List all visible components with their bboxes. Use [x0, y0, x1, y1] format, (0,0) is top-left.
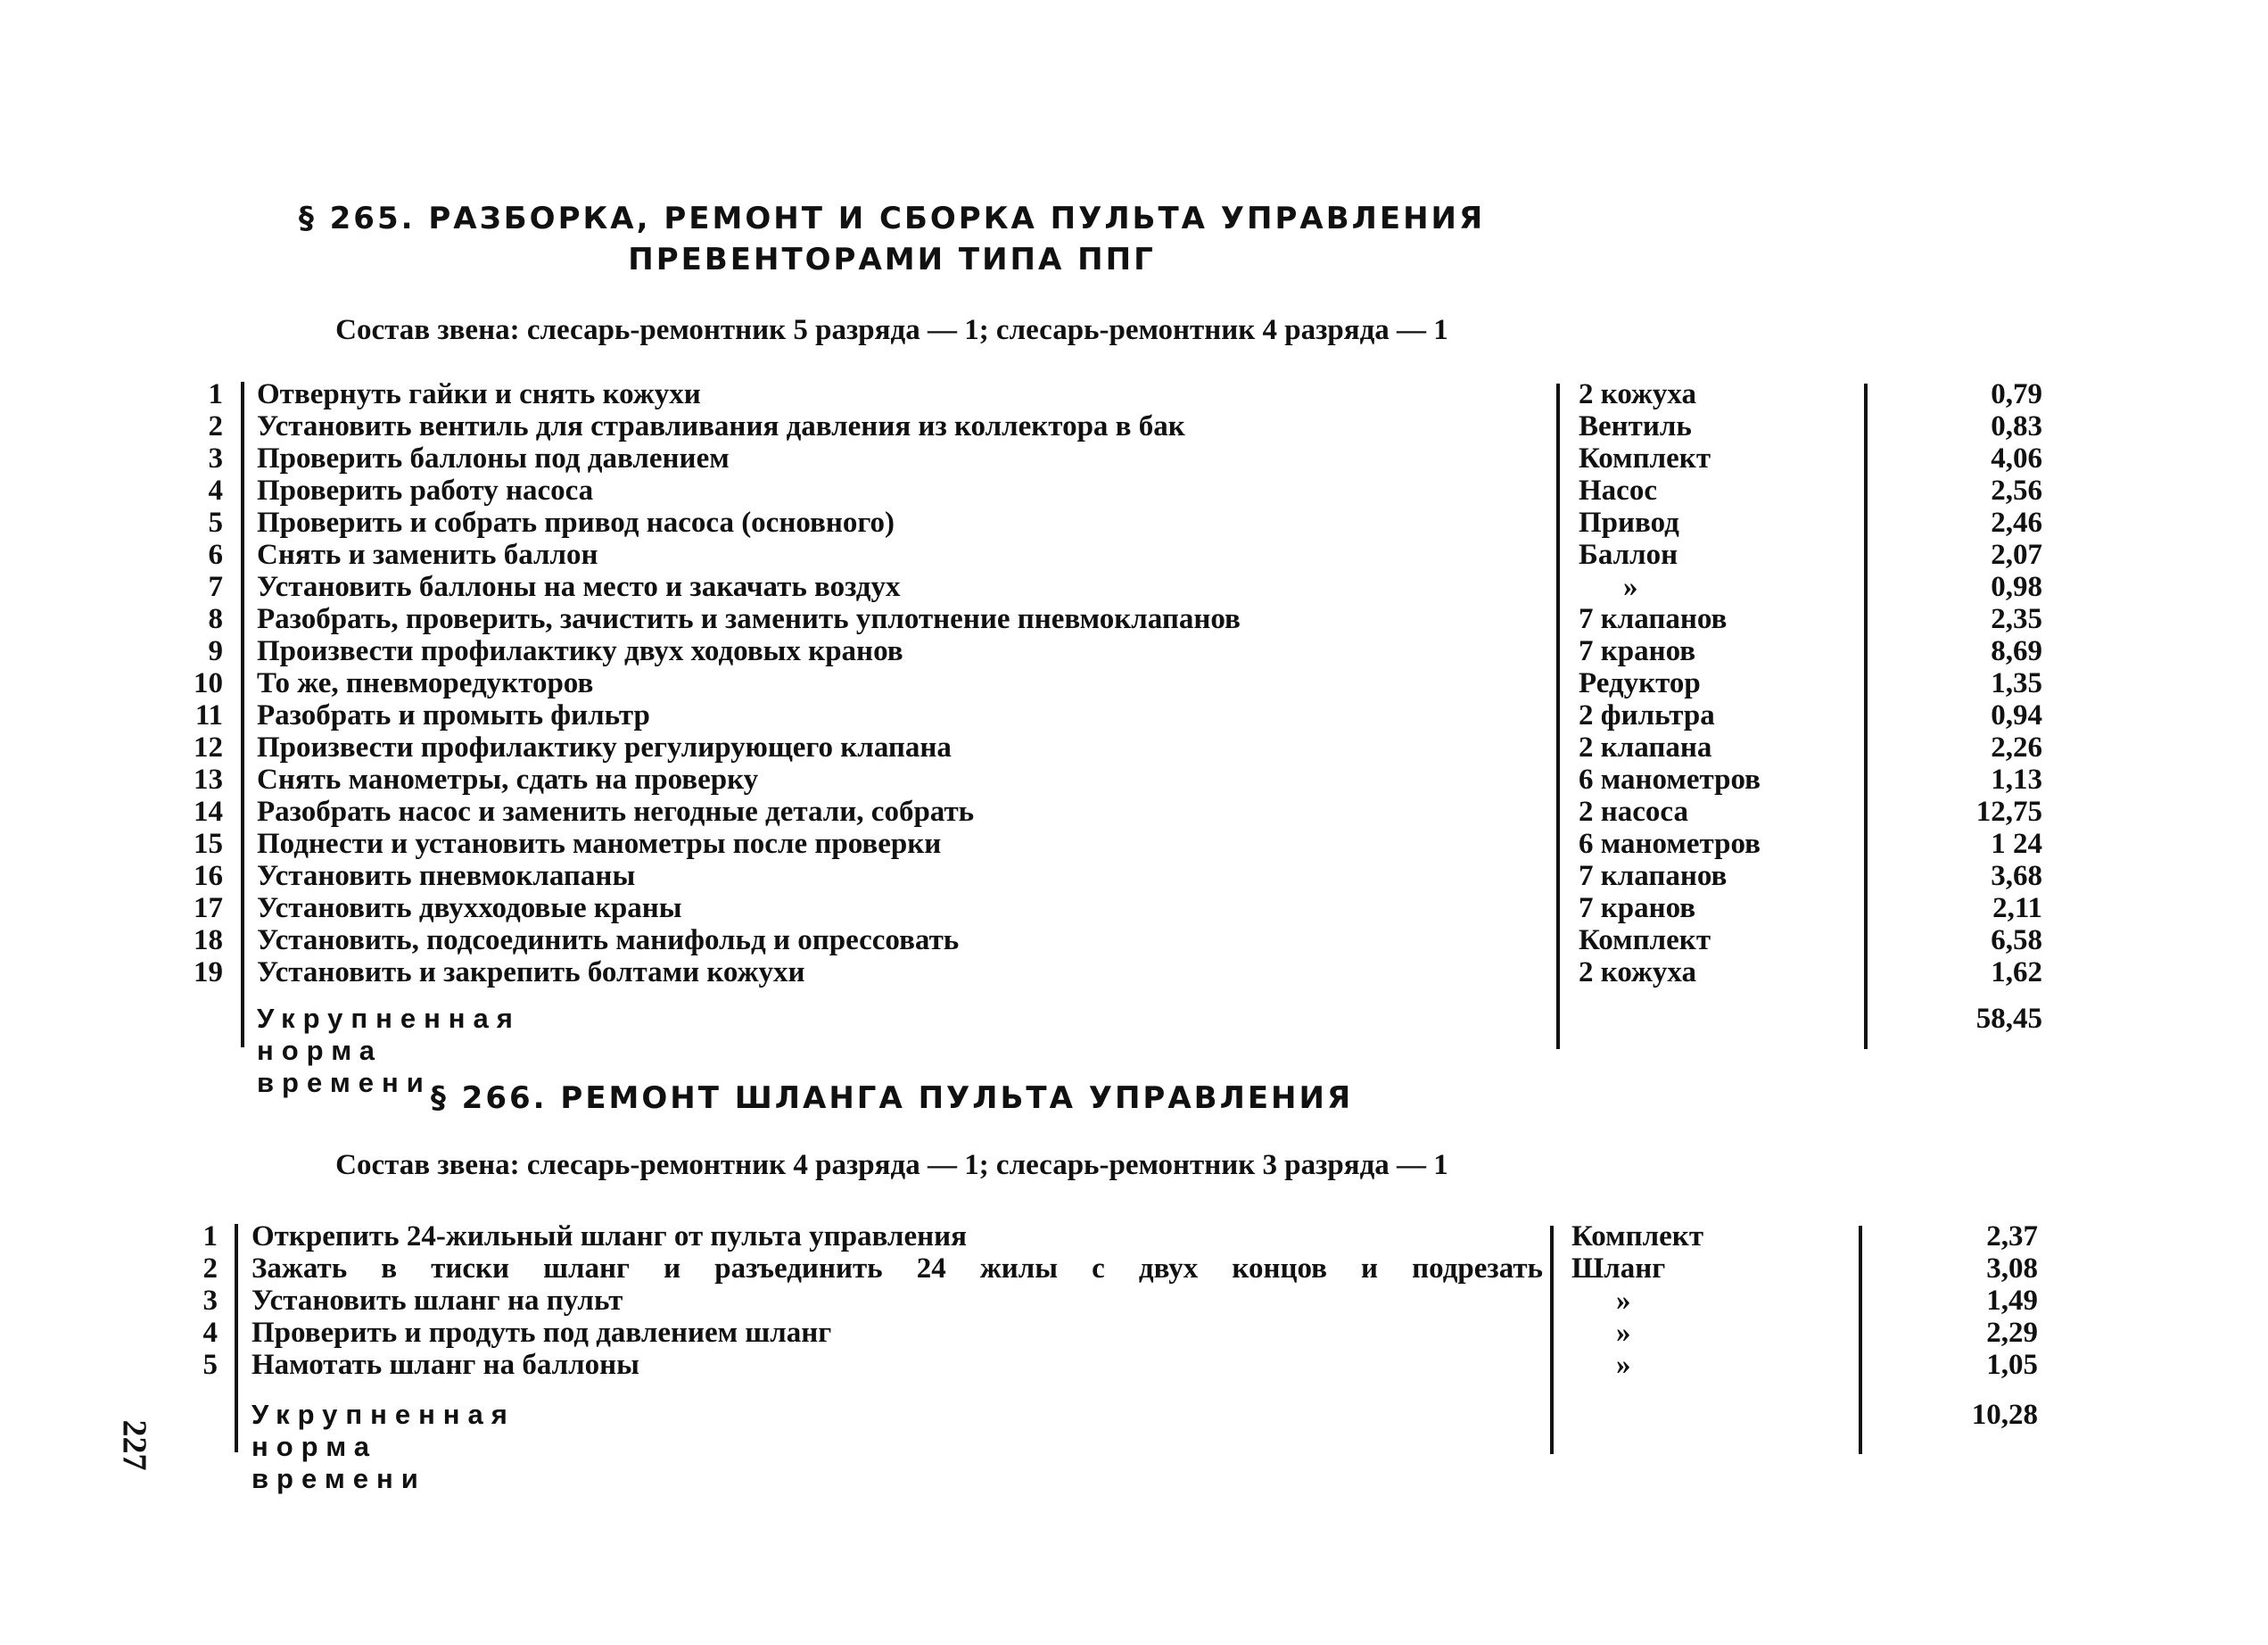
row-time-norm: 0,83	[1991, 410, 2042, 442]
row-object: Вентиль	[1579, 410, 1692, 442]
row-object: »	[1616, 1349, 1631, 1381]
column-divider	[1556, 384, 1560, 1049]
row-operation: Произвести профилактику двух ходовых кранов	[257, 635, 903, 667]
row-operation: Зажать в тиски шланг и разъединить 24 жилы с двух концов и подрезать	[252, 1252, 1543, 1285]
row-object: »	[1616, 1317, 1631, 1349]
row-time-norm: 1,13	[1991, 764, 2042, 796]
row-time-norm: 12,75	[1975, 796, 2042, 828]
row-time-norm: 2,26	[1991, 732, 2042, 764]
row-operation: Проверить баллоны под давлением	[257, 442, 730, 475]
row-number: 5	[202, 1349, 218, 1381]
row-operation: Установить двухходовые краны	[257, 892, 682, 924]
row-object: Баллон	[1579, 539, 1678, 571]
row-time-norm: 1 24	[1991, 828, 2042, 860]
row-time-norm: 2,37	[1986, 1220, 2038, 1252]
row-time-norm: 3,08	[1986, 1252, 2038, 1285]
section-265-title-line1: § 265. РАЗБОРКА, РЕМОНТ И СБОРКА ПУЛЬТА УПРАВЛЕНИЯ	[298, 201, 1486, 236]
row-operation: Отвернуть гайки и снять кожухи	[257, 378, 701, 410]
row-number: 4	[208, 475, 223, 507]
row-number: 4	[202, 1317, 218, 1349]
row-number: 8	[208, 603, 223, 635]
row-operation: Разобрать и промыть фильтр	[257, 699, 650, 732]
row-object: 2 насоса	[1579, 796, 1688, 828]
row-object: Комплект	[1579, 924, 1711, 956]
row-operation: Намотать шланг на баллоны	[252, 1349, 639, 1381]
column-divider	[235, 1224, 238, 1452]
column-divider	[1864, 384, 1868, 1049]
row-operation: Проверить и собрать привод насоса (основного)	[257, 507, 895, 539]
row-object: 6 манометров	[1579, 764, 1761, 796]
row-number: 6	[208, 539, 223, 571]
row-operation: Проверить работу насоса	[257, 475, 594, 507]
row-number: 1	[202, 1220, 218, 1252]
column-divider	[241, 382, 244, 1047]
row-object: Комплект	[1571, 1220, 1704, 1252]
row-operation: Проверить и продуть под давлением шланг	[252, 1317, 832, 1349]
row-number: 15	[194, 828, 223, 860]
row-time-norm: 8,69	[1991, 635, 2042, 667]
row-operation: Произвести профилактику регулирующего клапана	[257, 732, 952, 764]
norm-total: 10,28	[1971, 1399, 2038, 1431]
row-number: 2	[202, 1252, 218, 1285]
section-265-crew: Состав звена: слесарь-ремонтник 5 разряда — 1; слесарь-ремонтник 4 разряда — 1	[335, 314, 1448, 346]
section-266-title: § 266. РЕМОНТ ШЛАНГА ПУЛЬТА УПРАВЛЕНИЯ	[430, 1080, 1354, 1116]
row-number: 3	[202, 1285, 218, 1317]
row-object: »	[1623, 571, 1638, 603]
row-time-norm: 1,49	[1986, 1285, 2038, 1317]
row-time-norm: 6,58	[1991, 924, 2042, 956]
row-object: »	[1616, 1285, 1631, 1317]
row-operation: Разобрать, проверить, зачистить и заменить уплотнение пневмоклапанов	[257, 603, 1241, 635]
column-divider	[1550, 1226, 1554, 1454]
row-operation: Установить, подсоединить манифольд и опрессовать	[257, 924, 960, 956]
row-object: 2 кожуха	[1579, 378, 1696, 410]
row-time-norm: 2,11	[1992, 892, 2042, 924]
row-object: Комплект	[1579, 442, 1711, 475]
row-object: 7 кранов	[1579, 892, 1696, 924]
norm-total: 58,45	[1975, 1003, 2042, 1035]
row-operation: Установить и закрепить болтами кожухи	[257, 956, 805, 988]
row-time-norm: 0,94	[1991, 699, 2042, 732]
row-number: 16	[194, 860, 223, 892]
row-time-norm: 3,68	[1991, 860, 2042, 892]
row-number: 9	[208, 635, 223, 667]
section-265-title-line2: ПРЕВЕНТОРАМИ ТИПА ППГ	[628, 242, 1156, 277]
column-divider	[1859, 1226, 1862, 1454]
row-operation: Установить пневмоклапаны	[257, 860, 636, 892]
row-number: 2	[208, 410, 223, 442]
row-operation: Установить баллоны на место и закачать воздух	[257, 571, 901, 603]
norm-label: Укрупненная норма времени	[257, 1003, 521, 1098]
row-number: 5	[208, 507, 223, 539]
row-object: 7 клапанов	[1579, 603, 1728, 635]
row-time-norm: 2,56	[1991, 475, 2042, 507]
row-time-norm: 4,06	[1991, 442, 2042, 475]
row-time-norm: 1,62	[1991, 956, 2042, 988]
page-number: 227	[115, 1419, 153, 1471]
row-time-norm: 2,07	[1991, 539, 2042, 571]
row-operation: Снять и заменить баллон	[257, 539, 598, 571]
row-number: 17	[194, 892, 223, 924]
row-number: 13	[194, 764, 223, 796]
row-object: 6 манометров	[1579, 828, 1761, 860]
row-object: Шланг	[1571, 1252, 1666, 1285]
row-number: 19	[194, 956, 223, 988]
row-time-norm: 0,79	[1991, 378, 2042, 410]
row-time-norm: 0,98	[1991, 571, 2042, 603]
row-time-norm: 2,35	[1991, 603, 2042, 635]
row-time-norm: 2,46	[1991, 507, 2042, 539]
row-operation: Поднести и установить манометры после проверки	[257, 828, 942, 860]
row-object: Насос	[1579, 475, 1657, 507]
row-operation: Разобрать насос и заменить негодные детали, собрать	[257, 796, 975, 828]
norm-label: Укрупненная норма времени	[252, 1399, 515, 1494]
row-operation: Снять манометры, сдать на проверку	[257, 764, 759, 796]
row-number: 18	[194, 924, 223, 956]
row-number: 12	[194, 732, 223, 764]
row-number: 11	[194, 699, 223, 732]
row-operation: Установить шланг на пульт	[252, 1285, 623, 1317]
row-object: Привод	[1579, 507, 1679, 539]
row-object: 7 клапанов	[1579, 860, 1728, 892]
row-time-norm: 1,35	[1991, 667, 2042, 699]
row-number: 7	[208, 571, 223, 603]
row-number: 3	[208, 442, 223, 475]
row-object: 7 кранов	[1579, 635, 1696, 667]
row-number: 14	[194, 796, 223, 828]
row-time-norm: 1,05	[1986, 1349, 2038, 1381]
row-time-norm: 2,29	[1986, 1317, 2038, 1349]
row-object: 2 фильтра	[1579, 699, 1715, 732]
row-number: 1	[208, 378, 223, 410]
row-object: 2 кожуха	[1579, 956, 1696, 988]
row-operation: То же, пневморедукторов	[257, 667, 594, 699]
row-operation: Установить вентиль для стравливания давления из коллектора в бак	[257, 410, 1185, 442]
section-266-crew: Состав звена: слесарь-ремонтник 4 разряда — 1; слесарь-ремонтник 3 разряда — 1	[335, 1149, 1448, 1181]
row-object: Редуктор	[1579, 667, 1701, 699]
row-object: 2 клапана	[1579, 732, 1712, 764]
row-operation: Открепить 24-жильный шланг от пульта управления	[252, 1220, 967, 1252]
row-number: 10	[194, 667, 223, 699]
